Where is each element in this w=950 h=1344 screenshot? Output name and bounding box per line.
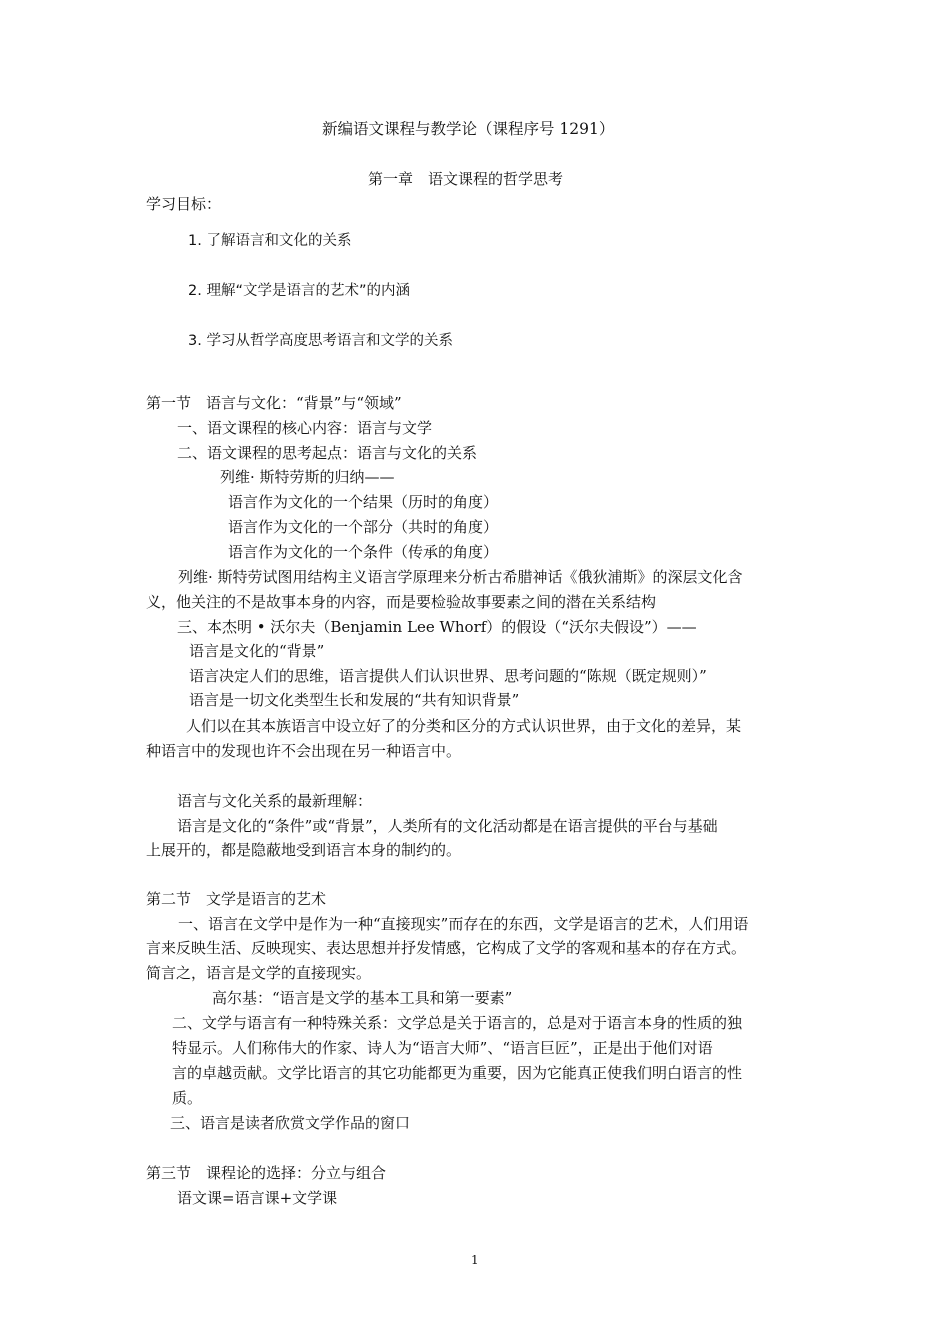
whorf-point: 语言是文化的“背景” [189, 642, 325, 660]
section1-point3: 三、本杰明 • 沃尔夫（Benjamin Lee Whorf）的假设（“沃尔夫假设”）—— [177, 618, 697, 636]
objective-item: 1. 了解语言和文化的关系 [188, 233, 352, 249]
levi-point: 语言作为文化的一个结果（历时的角度） [228, 493, 499, 511]
section2-paragraph-line: 简言之，语言是文学的直接现实。 [146, 964, 372, 982]
latest-understanding-label: 语言与文化关系的最新理解： [177, 792, 373, 810]
levi-point: 语言作为文化的一个条件（传承的角度） [228, 543, 499, 561]
section2-paragraph-line: 一、语言在文学中是作为一种“直接现实”而存在的东西，文学是语言的艺术，人们用语 [178, 915, 749, 933]
objectives-label: 学习目标： [146, 195, 222, 213]
section1-heading: 第一节 语言与文化：“背景”与“领域” [146, 394, 402, 412]
section2-paragraph-line: 特显示。人们称伟大的作家、诗人为“语言大师”、“语言巨匠”，正是出于他们对语 [172, 1039, 713, 1057]
whorf-point: 语言决定人们的思维，语言提供人们认识世界、思考问题的“陈规（既定规则）” [189, 667, 707, 685]
levi-paragraph-line: 列维· 斯特劳试图用结构主义语言学原理来分析古希腊神话《俄狄浦斯》的深层文化含 [178, 568, 743, 586]
whorf-paragraph-line: 种语言中的发现也许不会出现在另一种语言中。 [146, 742, 462, 760]
section2-paragraph-line: 质。 [172, 1089, 203, 1107]
section2-paragraph-line: 二、文学与语言有一种特殊关系：文学总是关于语言的，总是对于语言本身的性质的独 [172, 1014, 743, 1032]
latest-understanding-line: 语言是文化的“条件”或“背景”，人类所有的文化活动都是在语言提供的平台与基础 [177, 817, 718, 835]
document-title: 新编语文课程与教学论（课程序号 1291） [322, 120, 615, 138]
section1-point1: 一、语文课程的核心内容：语言与文学 [177, 419, 433, 437]
levi-strauss-intro: 列维· 斯特劳斯的归纳—— [220, 468, 395, 486]
gorky-quote: 高尔基：“语言是文学的基本工具和第一要素” [212, 989, 513, 1007]
section2-point3: 三、语言是读者欣赏文学作品的窗口 [170, 1114, 411, 1132]
objective-item: 2. 理解“文学是语言的艺术”的内涵 [188, 283, 410, 299]
whorf-point: 语言是一切文化类型生长和发展的“共有知识背景” [189, 691, 520, 709]
page-number: 1 [471, 1253, 479, 1267]
section1-point2: 二、语文课程的思考起点：语言与文化的关系 [177, 444, 478, 462]
levi-paragraph-line: 义，他关注的不是故事本身的内容，而是要检验故事要素之间的潜在关系结构 [146, 593, 657, 611]
whorf-paragraph-line: 人们以在其本族语言中设立好了的分类和区分的方式认识世界，由于文化的差异，某 [186, 717, 742, 735]
levi-point: 语言作为文化的一个部分（共时的角度） [228, 518, 499, 536]
objective-item: 3. 学习从哲学高度思考语言和文学的关系 [188, 333, 453, 349]
latest-understanding-line: 上展开的，都是隐蔽地受到语言本身的制约的。 [146, 841, 462, 859]
section3-heading: 第三节 课程论的选择：分立与组合 [146, 1164, 387, 1182]
course-formula: 语文课=语言课+文学课 [177, 1189, 338, 1207]
section2-heading: 第二节 文学是语言的艺术 [146, 890, 327, 908]
chapter-heading: 第一章 语文课程的哲学思考 [368, 170, 564, 188]
section2-paragraph-line: 言来反映生活、反映现实、表达思想并抒发情感，它构成了文学的客观和基本的存在方式。 [146, 939, 747, 957]
section2-paragraph-line: 言的卓越贡献。文学比语言的其它功能都更为重要，因为它能真正使我们明白语言的性 [172, 1064, 743, 1082]
